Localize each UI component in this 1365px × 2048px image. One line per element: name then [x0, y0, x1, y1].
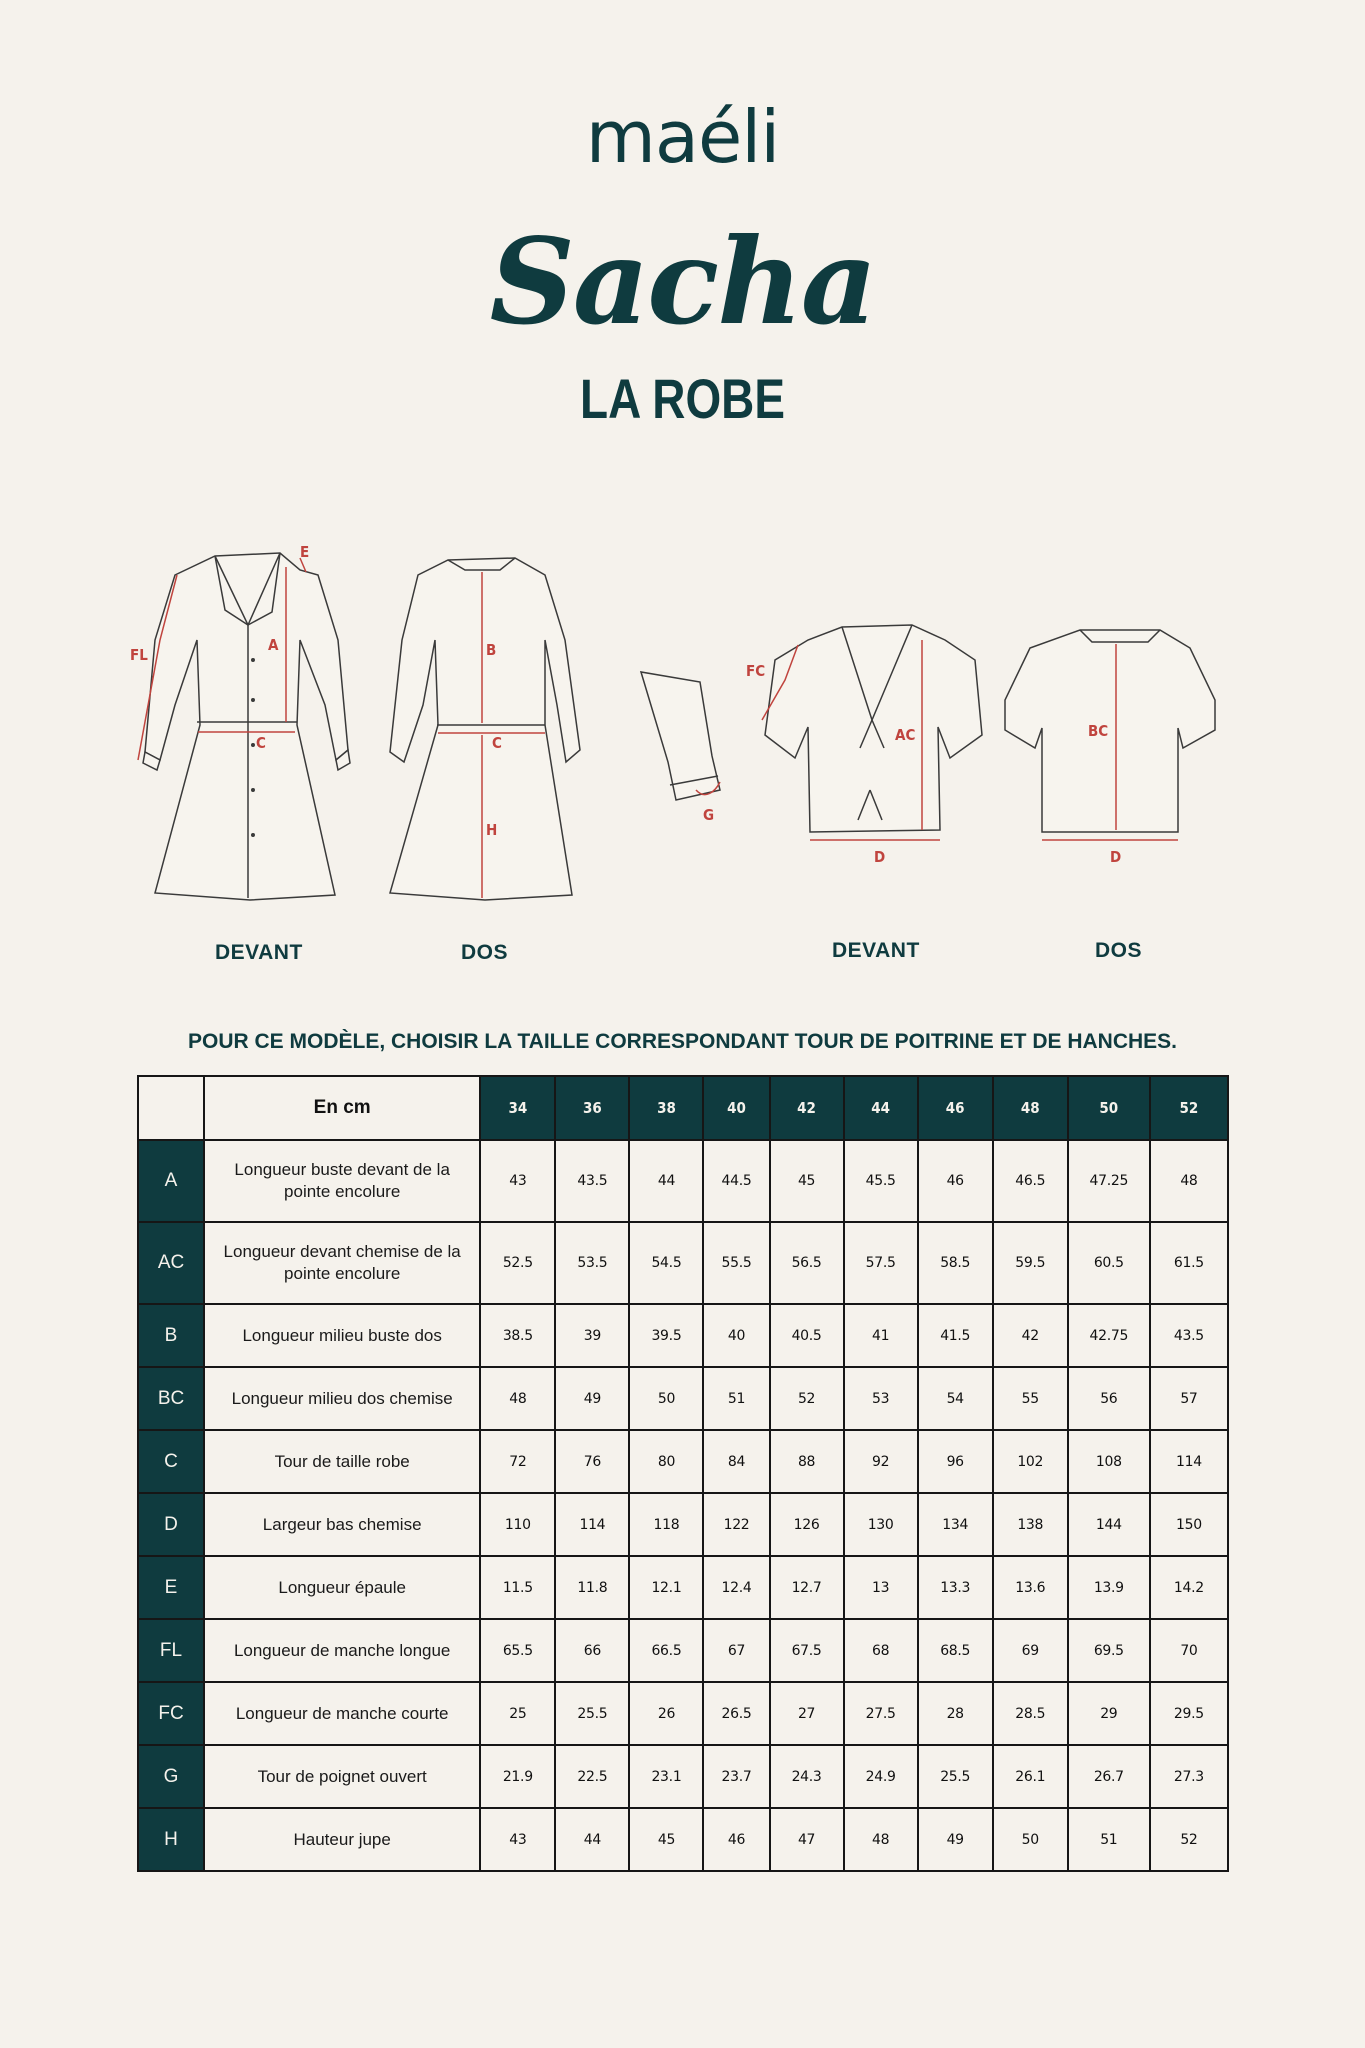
marker-d-front: D	[874, 848, 886, 866]
measurement-value: 25	[480, 1682, 555, 1745]
table-row	[138, 1682, 1228, 1745]
measurement-value: 12.7	[770, 1556, 844, 1619]
measurement-value: 49	[918, 1808, 993, 1871]
marker-a: A	[268, 636, 279, 654]
measurement-value: 42.75	[1068, 1304, 1150, 1367]
measurement-value: 88	[770, 1430, 844, 1493]
measurement-label: Tour de taille robe	[204, 1430, 480, 1493]
measurement-code: FL	[138, 1619, 204, 1682]
measurement-value: 24.3	[770, 1745, 844, 1808]
measurement-code: E	[138, 1556, 204, 1619]
size-header-row	[138, 1076, 1228, 1140]
measurement-value: 54	[918, 1367, 993, 1430]
measurement-value: 80	[629, 1430, 703, 1493]
measurement-value: 12.1	[629, 1556, 703, 1619]
measurement-value: 57.5	[844, 1222, 918, 1304]
table-row	[138, 1140, 1228, 1222]
measurement-value: 25.5	[555, 1682, 629, 1745]
measurement-value: 29.5	[1150, 1682, 1228, 1745]
measurement-value: 47	[770, 1808, 844, 1871]
measurement-value: 102	[993, 1430, 1068, 1493]
measurement-value: 29	[1068, 1682, 1150, 1745]
measurement-value: 130	[844, 1493, 918, 1556]
size-header-cell: 50	[1068, 1076, 1150, 1140]
measurement-label: Longueur de manche longue	[204, 1619, 480, 1682]
measurement-value: 55	[993, 1367, 1068, 1430]
measurement-value: 26	[629, 1682, 703, 1745]
size-instruction: POUR CE MODÈLE, CHOISIR LA TAILLE CORRESPONDANT TOUR DE POITRINE ET DE HANCHES.	[188, 1030, 1177, 1053]
measurement-value: 26.1	[993, 1745, 1068, 1808]
measurement-value: 55.5	[703, 1222, 769, 1304]
measurement-value: 52	[1150, 1808, 1228, 1871]
measurement-value: 150	[1150, 1493, 1228, 1556]
measurement-label: Longueur de manche courte	[204, 1682, 480, 1745]
measurement-value: 13	[844, 1556, 918, 1619]
measurement-value: 48	[1150, 1140, 1228, 1222]
measurement-value: 27	[770, 1682, 844, 1745]
measurement-value: 58.5	[918, 1222, 993, 1304]
measurement-label: Longueur buste devant de la pointe encolure	[204, 1140, 480, 1222]
measurement-code: C	[138, 1430, 204, 1493]
measurement-value: 68.5	[918, 1619, 993, 1682]
measurement-value: 42	[993, 1304, 1068, 1367]
measurement-value: 13.9	[1068, 1556, 1150, 1619]
marker-d-back: D	[1110, 848, 1122, 866]
measurement-value: 28	[918, 1682, 993, 1745]
measurement-value: 110	[480, 1493, 555, 1556]
measurement-label: Tour de poignet ouvert	[204, 1745, 480, 1808]
measurement-value: 52.5	[480, 1222, 555, 1304]
measurement-value: 45	[770, 1140, 844, 1222]
measurement-value: 23.1	[629, 1745, 703, 1808]
brand-logo: maéli	[585, 95, 780, 179]
measurement-label: Longueur milieu dos chemise	[204, 1367, 480, 1430]
table-row	[138, 1304, 1228, 1367]
measurement-value: 118	[629, 1493, 703, 1556]
measurement-value: 44	[629, 1140, 703, 1222]
garment-illustrations	[0, 520, 1365, 920]
size-header-cell: 34	[480, 1076, 555, 1140]
marker-fc: FC	[746, 662, 766, 680]
measurement-value: 14.2	[1150, 1556, 1228, 1619]
measurement-label: Largeur bas chemise	[204, 1493, 480, 1556]
measurement-code: B	[138, 1304, 204, 1367]
measurement-value: 56.5	[770, 1222, 844, 1304]
dress-front-label: DEVANT	[215, 941, 303, 964]
measurement-code: AC	[138, 1222, 204, 1304]
measurement-code: D	[138, 1493, 204, 1556]
size-header-cell: 44	[844, 1076, 918, 1140]
cuff-drawing	[641, 672, 720, 800]
measurement-value: 66	[555, 1619, 629, 1682]
measurement-value: 76	[555, 1430, 629, 1493]
measurement-value: 39.5	[629, 1304, 703, 1367]
measurement-value: 11.8	[555, 1556, 629, 1619]
page-subtitle: LA ROBE	[580, 367, 785, 430]
measurement-value: 45	[629, 1808, 703, 1871]
measurement-value: 53	[844, 1367, 918, 1430]
shirt-back-label: DOS	[1095, 939, 1143, 962]
table-row	[138, 1808, 1228, 1871]
measurement-value: 49	[555, 1367, 629, 1430]
measurement-label: Longueur épaule	[204, 1556, 480, 1619]
measurement-value: 38.5	[480, 1304, 555, 1367]
page-title: Sacha	[489, 212, 876, 351]
measurement-value: 72	[480, 1430, 555, 1493]
size-table	[137, 1075, 1229, 1872]
table-row	[138, 1222, 1228, 1304]
measurement-value: 126	[770, 1493, 844, 1556]
measurement-value: 40	[703, 1304, 769, 1367]
table-row	[138, 1619, 1228, 1682]
shirt-front-label: DEVANT	[832, 939, 920, 962]
measurement-value: 41.5	[918, 1304, 993, 1367]
measurement-value: 69	[993, 1619, 1068, 1682]
measurement-value: 27.3	[1150, 1745, 1228, 1808]
measurement-value: 22.5	[555, 1745, 629, 1808]
measurement-value: 48	[480, 1367, 555, 1430]
measurement-value: 46	[703, 1808, 769, 1871]
measurement-value: 43	[480, 1808, 555, 1871]
measurement-value: 24.9	[844, 1745, 918, 1808]
measurement-value: 45.5	[844, 1140, 918, 1222]
measurement-value: 11.5	[480, 1556, 555, 1619]
measurement-value: 25.5	[918, 1745, 993, 1808]
measurement-value: 39	[555, 1304, 629, 1367]
shirt-back-drawing	[1005, 630, 1215, 832]
measurement-code: H	[138, 1808, 204, 1871]
table-row	[138, 1745, 1228, 1808]
measurement-value: 43.5	[555, 1140, 629, 1222]
size-header-cell: 42	[770, 1076, 844, 1140]
measurement-value: 43.5	[1150, 1304, 1228, 1367]
table-row	[138, 1430, 1228, 1493]
marker-ac: AC	[895, 726, 916, 744]
measurement-value: 59.5	[993, 1222, 1068, 1304]
marker-e: E	[300, 543, 310, 561]
measurement-value: 134	[918, 1493, 993, 1556]
measurement-label: Longueur devant chemise de la pointe encolure	[204, 1222, 480, 1304]
marker-fl: FL	[130, 646, 148, 664]
measurement-value: 114	[555, 1493, 629, 1556]
measurement-value: 26.5	[703, 1682, 769, 1745]
size-header-cell: 46	[918, 1076, 993, 1140]
size-header-cell: 52	[1150, 1076, 1228, 1140]
measurement-value: 68	[844, 1619, 918, 1682]
marker-b: B	[486, 641, 497, 659]
measurement-value: 69.5	[1068, 1619, 1150, 1682]
measurement-value: 66.5	[629, 1619, 703, 1682]
measurement-value: 47.25	[1068, 1140, 1150, 1222]
measurement-value: 138	[993, 1493, 1068, 1556]
measurement-value: 12.4	[703, 1556, 769, 1619]
measurement-value: 56	[1068, 1367, 1150, 1430]
dress-front-drawing	[143, 553, 350, 900]
measurement-label: Longueur milieu buste dos	[204, 1304, 480, 1367]
dress-back-drawing	[390, 558, 580, 900]
measurement-value: 46	[918, 1140, 993, 1222]
measurement-value: 44.5	[703, 1140, 769, 1222]
measurement-label: Hauteur jupe	[204, 1808, 480, 1871]
measurement-value: 52	[770, 1367, 844, 1430]
table-row	[138, 1493, 1228, 1556]
measurement-value: 13.6	[993, 1556, 1068, 1619]
shirt-front-drawing	[765, 625, 982, 832]
measurement-value: 122	[703, 1493, 769, 1556]
size-header-cell: 36	[555, 1076, 629, 1140]
marker-g: G	[703, 806, 715, 824]
measurement-value: 114	[1150, 1430, 1228, 1493]
measurement-value: 48	[844, 1808, 918, 1871]
measurement-value: 54.5	[629, 1222, 703, 1304]
size-header-cell: 48	[993, 1076, 1068, 1140]
measurement-value: 67.5	[770, 1619, 844, 1682]
dress-back-label: DOS	[461, 941, 509, 964]
measurement-value: 27.5	[844, 1682, 918, 1745]
size-header-cell: 40	[703, 1076, 769, 1140]
marker-c-back: C	[492, 734, 502, 752]
measurement-value: 44	[555, 1808, 629, 1871]
measurement-value: 57	[1150, 1367, 1228, 1430]
measurement-code: BC	[138, 1367, 204, 1430]
measurement-value: 28.5	[993, 1682, 1068, 1745]
measurement-value: 46.5	[993, 1140, 1068, 1222]
measurement-value: 41	[844, 1304, 918, 1367]
measurement-value: 108	[1068, 1430, 1150, 1493]
measurement-value: 92	[844, 1430, 918, 1493]
measurement-value: 50	[629, 1367, 703, 1430]
marker-c-front: C	[256, 734, 266, 752]
table-row	[138, 1556, 1228, 1619]
size-header-cell: 38	[629, 1076, 703, 1140]
measurement-value: 51	[703, 1367, 769, 1430]
measurement-code: G	[138, 1745, 204, 1808]
measurement-value: 84	[703, 1430, 769, 1493]
table-row	[138, 1367, 1228, 1430]
measurement-code: FC	[138, 1682, 204, 1745]
measurement-value: 70	[1150, 1619, 1228, 1682]
measurement-value: 21.9	[480, 1745, 555, 1808]
measurement-value: 23.7	[703, 1745, 769, 1808]
measurement-value: 65.5	[480, 1619, 555, 1682]
measurement-value: 26.7	[1068, 1745, 1150, 1808]
measurement-value: 67	[703, 1619, 769, 1682]
measurement-value: 51	[1068, 1808, 1150, 1871]
measurement-value: 50	[993, 1808, 1068, 1871]
marker-h: H	[486, 821, 498, 839]
measurement-value: 40.5	[770, 1304, 844, 1367]
measurement-value: 96	[918, 1430, 993, 1493]
measurement-code: A	[138, 1140, 204, 1222]
unit-header: En cm	[204, 1076, 480, 1140]
table-corner-cell	[138, 1076, 204, 1140]
measurement-value: 60.5	[1068, 1222, 1150, 1304]
measurement-value: 43	[480, 1140, 555, 1222]
measurement-value: 61.5	[1150, 1222, 1228, 1304]
measurement-value: 53.5	[555, 1222, 629, 1304]
marker-bc: BC	[1088, 722, 1109, 740]
measurement-value: 13.3	[918, 1556, 993, 1619]
measurement-value: 144	[1068, 1493, 1150, 1556]
